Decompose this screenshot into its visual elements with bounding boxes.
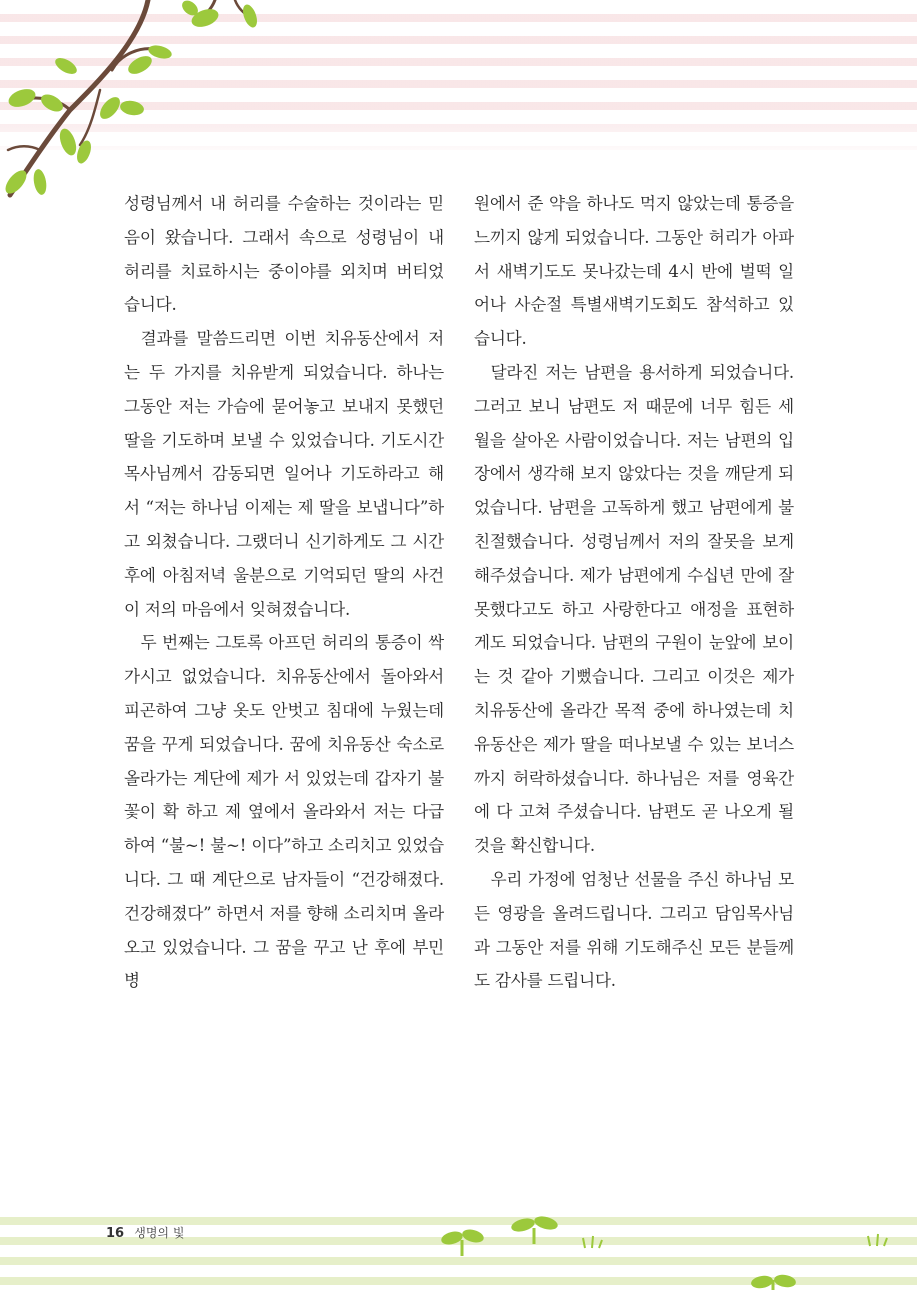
paragraph: 우리 가정에 엄청난 선물을 주신 하나님 모든 영광을 올려드립니다. 그리고 담임목사님과 그동안 저를 위해 기도해주신 모든 분들께도 감사를 드립니다. — [474, 869, 794, 991]
paragraph: 달라진 저는 남편을 용서하게 되었습니다. 그러고 보니 남편도 저 때문에 너무 힘든 세월을 살아온 사람이었습니다. 저는 남편의 입장에서 생각해 보지 않았다는 것을 깨닫게 되었습니다. 남편을 고독하게 했고 남편에게 불친절했습니다. 성령님께서 저의 잘못을 보게 해주셨습니다. 제가 남편에게 수십년 만에 잘못했다고도 하고 사랑한다고 애정을 표현하게도 되었습니다. 남편의 구원이 눈앞에 보이는 것 같아 기뻤습니다. 그리고 이것은 제가 치유동산에 올라간 목적 중에 하나였는데 치유동산은 제가 딸을 떠나보낼 수 있는 보너스까지 허락하셨습니다. 하나님은 저를 영육간에 다 고쳐 주셨습니다. 남편도 곧 나오게 될 것을 확신합니다. — [474, 362, 794, 856]
magazine-title: 생명의 빛 — [134, 1226, 185, 1240]
page-footer — [106, 1224, 184, 1241]
sprout-icon — [750, 1273, 797, 1290]
sprout-icon — [510, 1214, 559, 1244]
paragraph: 결과를 말씀드리면 이번 치유동산에서 저는 두 가지를 치유받게 되었습니다. 하나는 그동안 저는 가슴에 묻어놓고 보내지 못했던 딸을 기도하며 보낼 수 있었습니다. 기도시간 목사님께서 감동되면 일어나 기도하라고 해서 “저는 하나님 이제는 제 딸을 보냅니다”하고 외쳤습니다. 그랬더니 신기하게도 그 시간 후에 아침저녁 울분으로 기억되던 딸의 사건이 저의 마음에서 잊혀졌습니다. — [124, 329, 444, 619]
page-number: 16 — [106, 1226, 125, 1241]
sprout-icon — [440, 1227, 485, 1256]
paragraph: 원에서 준 약을 하나도 먹지 않았는데 통증을 느끼지 않게 되었습니다. 그동안 허리가 아파서 새벽기도도 못나갔는데 4시 반에 벌떡 일어나 사순절 특별새벽기도회도 참석하고 있습니다. — [474, 194, 794, 349]
sprouts-illustration — [0, 1200, 917, 1296]
branch-leaves-illustration — [0, 0, 300, 210]
paragraph: 성령님께서 내 허리를 수술하는 것이라는 믿음이 왔습니다. 그래서 속으로 성령님이 내 허리를 치료하시는 중이야를 외치며 버티었습니다. — [124, 194, 444, 315]
article-column-left — [124, 187, 444, 998]
article-column-right — [474, 187, 794, 998]
paragraph: 두 번째는 그토록 아프던 허리의 통증이 싹 가시고 없었습니다. 치유동산에서 돌아와서 피곤하여 그냥 옷도 안벗고 침대에 누웠는데 꿈을 꾸게 되었습니다. 꿈에 치유동산 숙소로 올라가는 계단에 제가 서 있었는데 갑자기 불꽃이 확 하고 제 옆에서 올라와서 저는 다급하여 “불~! 불~! 이다”하고 소리치고 있었습니다. 그 때 계단으로 남자들이 “건강해졌다. 건강해졌다” 하면서 저를 향해 소리치며 올라오고 있었습니다. 그 꿈을 꾸고 난 후에 부민병 — [124, 633, 444, 991]
grass-icon — [583, 1234, 887, 1248]
